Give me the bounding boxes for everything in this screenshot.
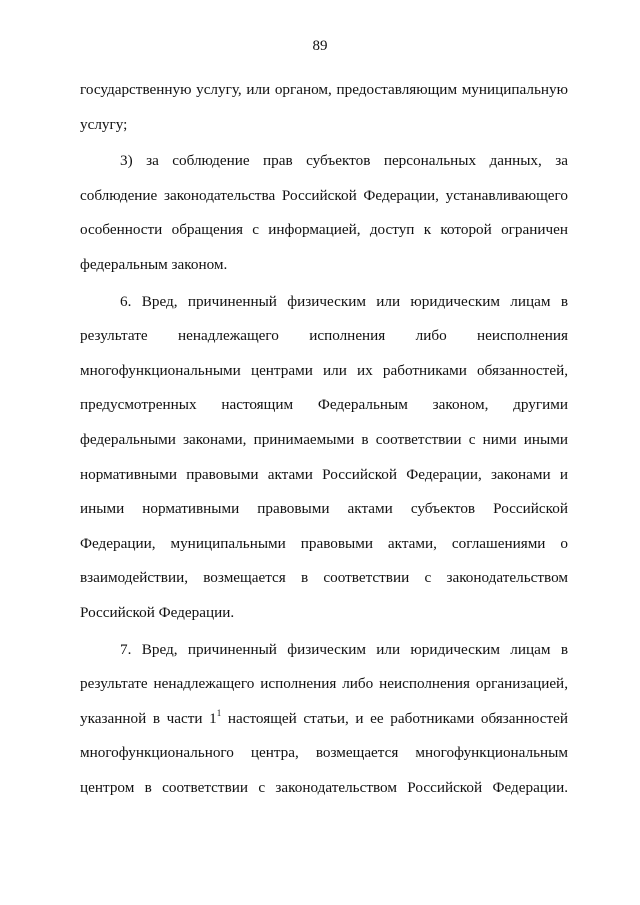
text-line: 7. Вред, причиненный физическим или юридическим лицам в [120, 640, 568, 658]
paragraph-item-3 [80, 144, 568, 282]
text-line: результате ненадлежащего исполнения либо неисполнения [80, 327, 568, 345]
text-line: особенности обращения с информацией, доступ к которой ограничен [80, 221, 568, 239]
text-line: 3) за соблюдение прав субъектов персональных данных, за [120, 152, 568, 170]
superscript: 1 [216, 707, 222, 718]
text-line: федеральными законами, принимаемыми в соответствии с ними иными [80, 430, 568, 448]
text-line: 6. Вред, причиненный физическим или юридическим лицам в [120, 292, 568, 310]
text-line: многофункционального центра, возмещается многофункциональным [80, 744, 568, 762]
text-line: Федерации, муниципальными правовыми актами, соглашениями о [80, 534, 568, 552]
text-line: нормативными правовыми актами Российской Федерации, законами и [80, 465, 568, 483]
paragraph-item-6 [80, 285, 568, 631]
text-line-with-reference [80, 702, 568, 737]
text-line: федеральным законом. [80, 255, 228, 273]
text-line: государственную услугу, или органом, предоставляющим муниципальную [80, 81, 568, 98]
text-line: взаимодействии, возмещается в соответствии с законодательством [80, 569, 568, 587]
text-line: предусмотренных настоящим Федеральным законом, другими [80, 396, 568, 414]
text-line: услугу; [80, 115, 128, 133]
text-line: многофункциональными центрами или их работниками обязанностей, [80, 361, 568, 379]
document-body [80, 73, 568, 805]
text-line: Российской Федерации. [80, 603, 235, 621]
text-segment: настоящей статьи, и ее работниками обязанностей [221, 709, 569, 727]
page-number: 89 [312, 38, 328, 54]
text-line: центром в соответствии с законодательством Российской Федерации. [80, 778, 568, 796]
text-line: соблюдение законодательства Российской Федерации, устанавливающего [80, 186, 568, 204]
paragraph-item-7 [80, 633, 568, 806]
paragraph-continuation [80, 73, 568, 142]
text-line: результате ненадлежащего исполнения либо неисполнения организацией, [80, 675, 568, 693]
text-segment: указанной в части 1 [80, 709, 217, 727]
text-line: иными нормативными правовыми актами субъектов Российской [80, 500, 568, 518]
